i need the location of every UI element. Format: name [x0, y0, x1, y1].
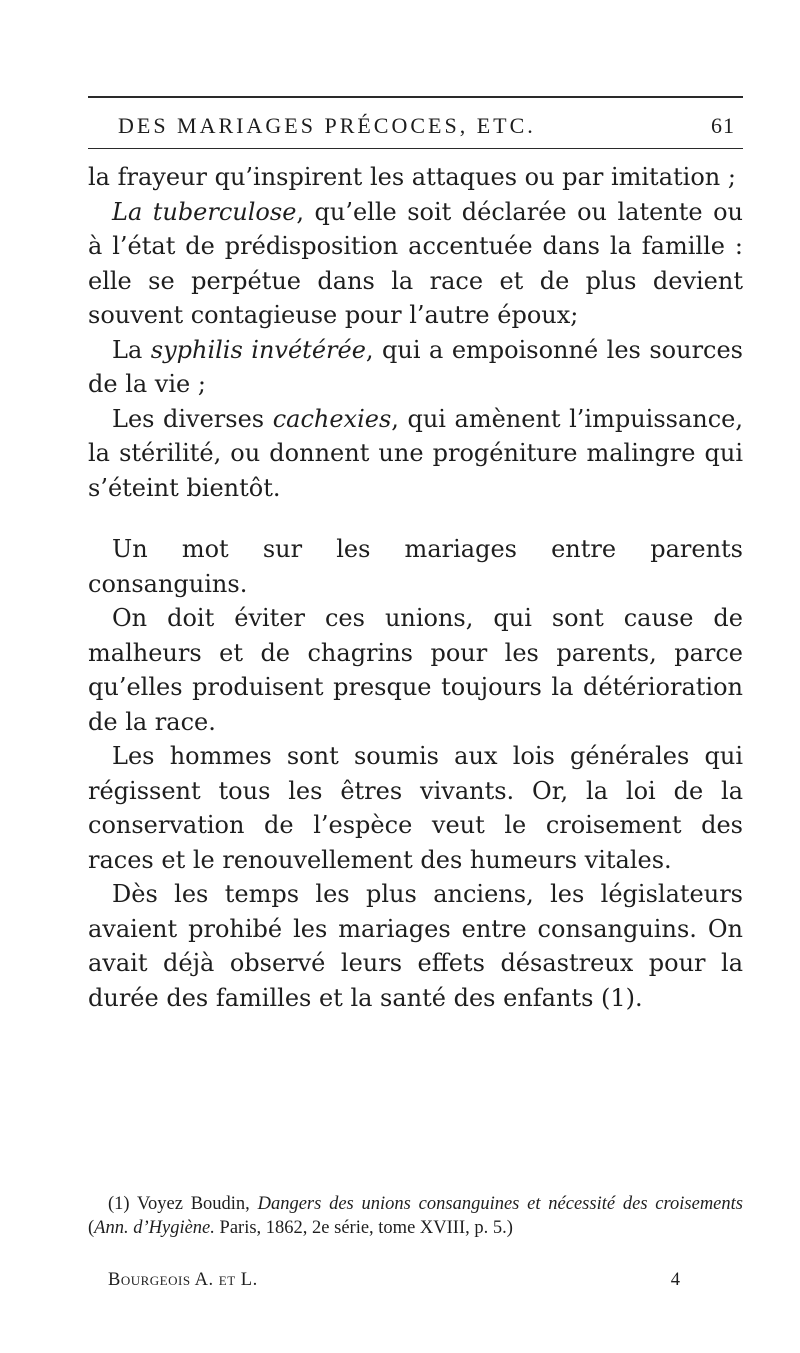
header-rule-bottom	[88, 148, 743, 149]
footnote-mid: (	[88, 1218, 95, 1238]
body-text	[88, 160, 743, 1015]
running-header	[88, 111, 743, 141]
footnote-rest: Paris, 1862, 2e série, tome XVIII, p. 5.)	[214, 1218, 513, 1238]
footnote-lead: (1) Voyez Boudin,	[108, 1194, 258, 1214]
paragraph-4	[88, 402, 743, 506]
paragraph-6: On doit éviter ces unions, qui sont cause de malheurs et de chagrins pour les parents, parce qu’elles produisent presque toujours la détérioration de la race.	[88, 604, 743, 736]
paragraph-3-text: , qui a empoisonné les sources de la vie ;	[88, 335, 743, 398]
paragraph-3-emphasis: syphilis invétérée	[150, 335, 366, 364]
signature-number: 4	[670, 1270, 680, 1290]
paragraph-2-text: , qu’elle soit déclarée ou latente ou à l’état de prédisposition accentuée dans la famille : elle se perpétue dans la race et de plus devient souvent contagieuse pour l’autre époux;	[88, 197, 743, 329]
paragraph-4-text: , qui amènent l’impuissance, la stérilité, ou donnent une progéniture malingre qui s’éteint bientôt.	[88, 404, 744, 502]
footnote-title: Dangers des unions consanguines et nécessité des croisements	[257, 1194, 743, 1214]
paragraph-2	[88, 195, 743, 333]
paragraph-3-lead: La	[112, 335, 151, 364]
paragraph-8: Dès les temps les plus anciens, les législateurs avaient prohibé les mariages entre consanguins. On avait déjà observé leurs effets désastreux pour la durée des familles et la santé des enfants (1).	[88, 880, 743, 1012]
paragraph-4-lead: Les diverses	[112, 404, 273, 433]
paragraph-2-emphasis: La tuberculose	[112, 197, 297, 226]
header-rule-top	[88, 96, 743, 98]
section-heading-paragraph: Un mot sur les mariages entre parents consanguins.	[88, 535, 743, 598]
paragraph-3	[88, 333, 743, 402]
paragraph-7: Les hommes sont soumis aux lois générales qui régissent tous les êtres vivants. Or, la loi de la conservation de l’espèce veut le croisement des races et le renouvellement des humeurs vitales.	[88, 742, 743, 874]
footnote-text	[88, 1192, 743, 1240]
footnote	[88, 1192, 743, 1240]
paragraph-1: la frayeur qu’inspirent les attaques ou par imitation ;	[88, 163, 736, 191]
signature-text: Bourgeois A. et L.	[108, 1270, 258, 1290]
printer-signature	[108, 1268, 680, 1292]
footnote-journal: Ann. d’Hygiène.	[94, 1218, 215, 1238]
running-title: DES MARIAGES PRÉCOCES, ETC.	[118, 113, 536, 138]
page-number: 61	[711, 113, 735, 138]
paragraph-4-emphasis: cachexies	[272, 404, 392, 433]
